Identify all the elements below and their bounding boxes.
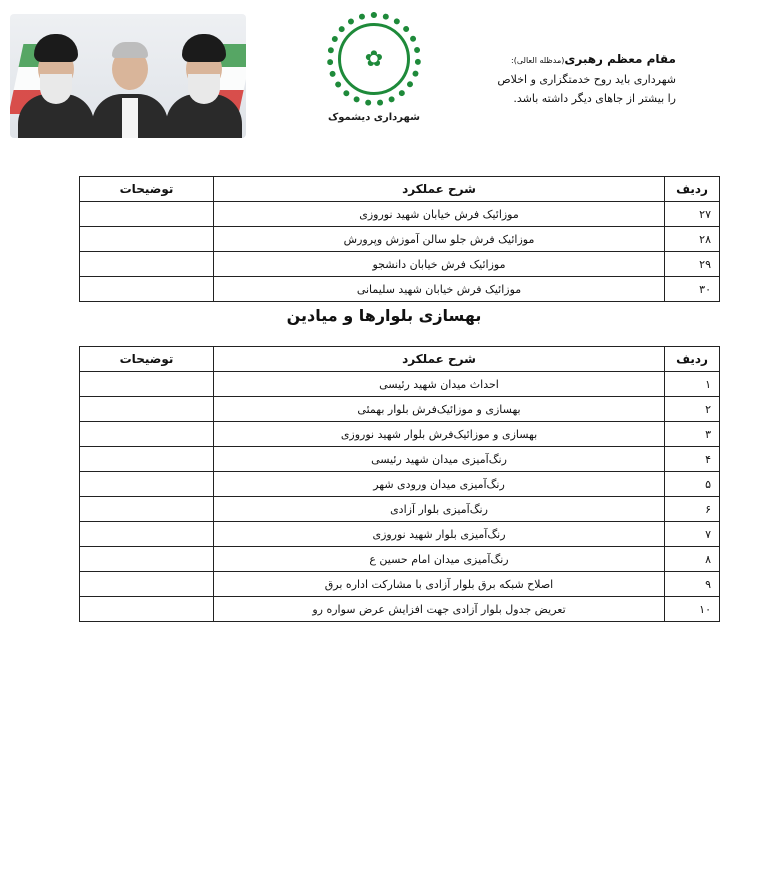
table-header-row [80,347,720,372]
row-notes [80,252,214,277]
row-description: احداث میدان شهید رئیسی [214,372,665,397]
header-notes: توضیحات [80,347,214,372]
logo-caption: شهرداری دیشموک [328,112,420,123]
page-header [0,0,768,150]
row-number: ۱ [665,372,720,397]
header-description: شرح عملکرد [214,347,665,372]
row-number: ۵ [665,472,720,497]
portrait-center [92,26,168,138]
row-notes [80,422,214,447]
table-row [80,497,720,522]
row-notes [80,447,214,472]
table-row [80,422,720,447]
row-number: ۲۹ [665,252,720,277]
row-number: ۳۰ [665,277,720,302]
table-row [80,522,720,547]
row-description: رنگ‌آمیزی میدان ورودی شهر [214,472,665,497]
row-description: رنگ‌آمیزی میدان شهید رئیسی [214,447,665,472]
row-description: رنگ‌آمیزی بلوار آزادی [214,497,665,522]
row-description: رنگ‌آمیزی بلوار شهید نوروزی [214,522,665,547]
table-row [80,447,720,472]
row-description: تعریض جدول بلوار آزادی جهت افزایش عرض سواره رو [214,597,665,622]
table-row [80,252,720,277]
row-notes [80,597,214,622]
row-number: ۳ [665,422,720,447]
table-boulevards [79,346,720,622]
row-notes [80,397,214,422]
row-notes [80,572,214,597]
row-description: موزائیک فرش خیابان دانشجو [214,252,665,277]
row-number: ۴ [665,447,720,472]
row-number: ۲ [665,397,720,422]
table-header-row [80,177,720,202]
municipality-logo [318,12,430,136]
section-title: بهسازی بلوارها و میادین [286,306,482,325]
portrait-left [18,26,94,138]
row-description: موزائیک فرش جلو سالن آموزش وپرورش [214,227,665,252]
header-notes: توضیحات [80,177,214,202]
quote-subtitle: (مدظله العالی): [511,56,565,65]
row-notes [80,202,214,227]
logo-icon: ✿ [338,23,410,95]
quote-title: مقام معظم رهبری [564,52,676,66]
table-row [80,397,720,422]
table-row [80,227,720,252]
header-description: شرح عملکرد [214,177,665,202]
row-number: ۸ [665,547,720,572]
row-number: ۶ [665,497,720,522]
table-street-paving [79,176,720,302]
row-description: بهسازی و موزائیک‌فرش بلوار شهید نوروزی [214,422,665,447]
row-description: اصلاح شبکه برق بلوار آزادی با مشارکت اداره برق [214,572,665,597]
table-row [80,472,720,497]
table-row [80,277,720,302]
row-description: موزائیک فرش خیابان شهید سلیمانی [214,277,665,302]
row-notes [80,227,214,252]
row-description: موزائیک فرش خیابان شهید نوروزی [214,202,665,227]
row-notes [80,547,214,572]
portrait-right [166,26,242,138]
row-notes [80,522,214,547]
table-row [80,202,720,227]
row-notes [80,277,214,302]
row-description: بهسازی و موزائیک‌فرش بلوار بهمئی [214,397,665,422]
table-row [80,547,720,572]
row-notes [80,472,214,497]
row-number: ۲۸ [665,227,720,252]
table-row [80,572,720,597]
row-number: ۷ [665,522,720,547]
portraits-banner [10,14,246,138]
row-number: ۹ [665,572,720,597]
row-description: رنگ‌آمیزی میدان امام حسین ع [214,547,665,572]
header-row-number: ردیف [665,177,720,202]
row-notes [80,497,214,522]
table-row [80,372,720,397]
quote-line-1: شهرداری باید روح خدمتگزاری و اخلاص [497,73,676,86]
row-number: ۱۰ [665,597,720,622]
header-row-number: ردیف [665,347,720,372]
table-row [80,597,720,622]
row-number: ۲۷ [665,202,720,227]
leader-quote [456,50,676,108]
row-notes [80,372,214,397]
logo-emblem [327,12,421,106]
quote-line-2: را بیشتر از جاهای دیگر داشته باشد. [513,92,676,105]
